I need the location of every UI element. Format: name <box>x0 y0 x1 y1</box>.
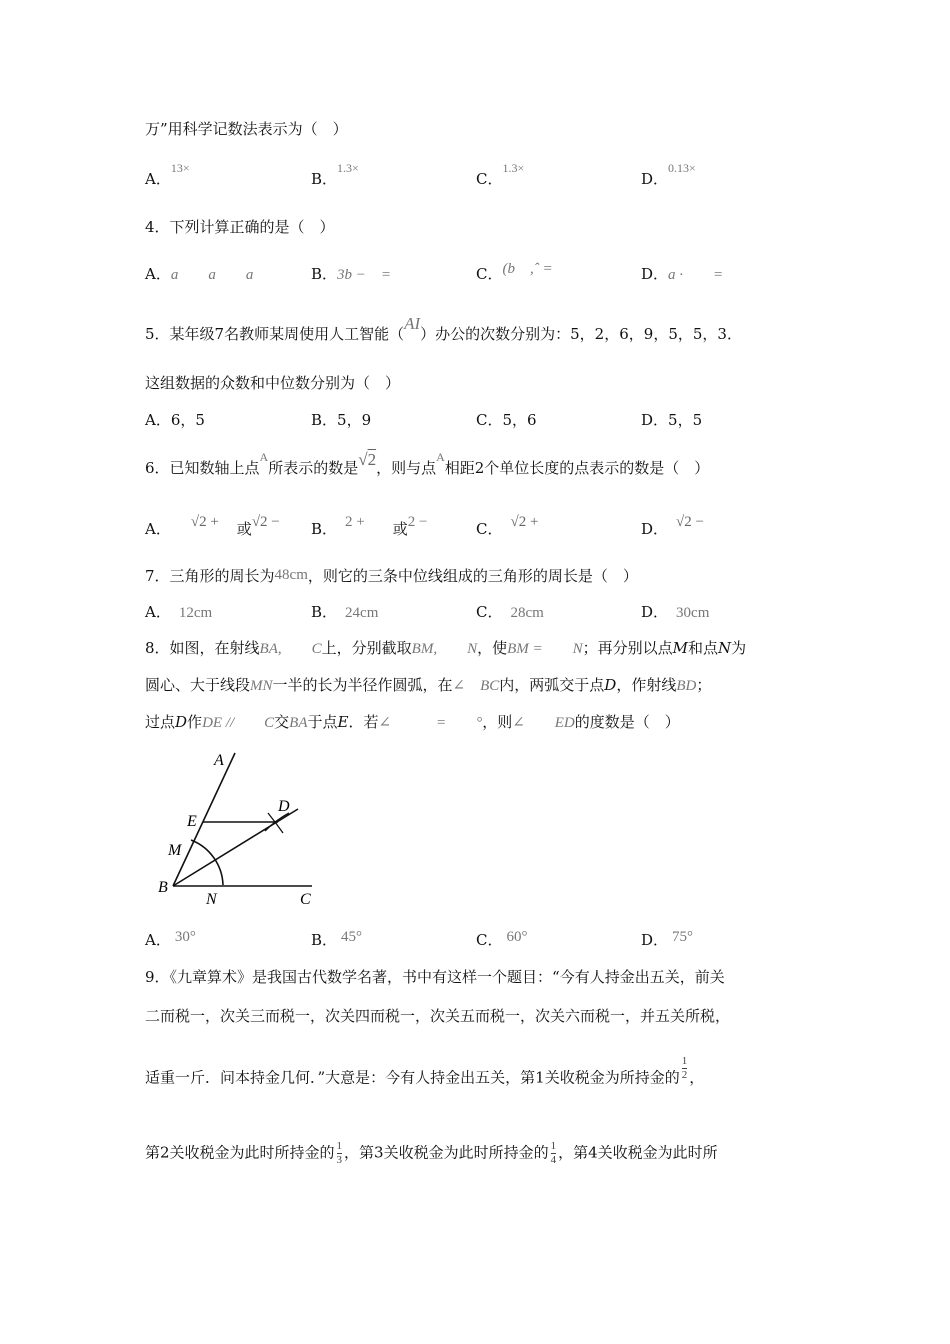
point-m: M <box>672 639 689 657</box>
q8-text: ，作射线 <box>616 676 677 694</box>
option-letter: B． <box>311 265 338 283</box>
q5-stem <box>145 314 742 344</box>
option-letter: B． <box>311 411 338 429</box>
q8-text: 内，两弧交于点 <box>499 676 605 694</box>
q8-math: DE // C <box>202 715 275 731</box>
q9-text: ， <box>689 1068 705 1087</box>
q8-text: 上，分别截取 <box>321 639 412 657</box>
label-m: M <box>168 842 182 859</box>
q8-option-b[interactable] <box>311 929 362 950</box>
q3-option-a[interactable] <box>145 161 190 189</box>
q8-math: ∠ BC <box>452 678 500 694</box>
or-label: 或 <box>236 520 252 538</box>
q8-text: 圆心、大于线段 <box>145 676 251 694</box>
option-math-1: √2 + <box>190 514 219 530</box>
option-text: 28cm <box>510 605 544 621</box>
option-math: 13× <box>170 161 190 175</box>
q8-text: 作 <box>187 713 203 731</box>
q9-line1: 9．《九章算术》是我国古代数学名著，书中有这样一个题目：“今有人持金出五关，前关 <box>145 968 725 986</box>
q5-option-c[interactable] <box>476 409 537 430</box>
point-d: D <box>604 676 617 694</box>
q7-text-pre: 7．三角形的周长为 <box>145 567 275 585</box>
option-text: 5，9 <box>337 411 372 429</box>
option-math-1: 2 + <box>345 514 365 530</box>
q8-stem-line2 <box>145 674 711 695</box>
q5-option-a[interactable] <box>145 409 205 430</box>
q7-option-d[interactable] <box>641 601 709 622</box>
option-text: 30cm <box>676 605 710 621</box>
option-letter: C． <box>476 265 503 283</box>
q7-perimeter: 48cm <box>274 567 308 583</box>
option-letter: B． <box>311 520 338 538</box>
q9-text: 第2关收税金为此时所持金的 <box>145 1143 335 1162</box>
option-letter: C． <box>476 411 503 429</box>
option-math: √2 − <box>676 514 704 530</box>
q8-text: 为 <box>731 639 747 657</box>
q5-option-b[interactable] <box>311 409 371 430</box>
option-math: 3b − = <box>337 267 392 283</box>
q4-option-a[interactable] <box>145 263 253 284</box>
q8-text: 交 <box>274 713 290 731</box>
option-text: 24cm <box>345 605 379 621</box>
q5-ai: AI <box>404 314 421 333</box>
option-math: (b ,ˆ = <box>502 261 553 277</box>
option-text: 12cm <box>178 605 213 621</box>
geometry-figure <box>140 745 340 915</box>
sqrt-2: √2 <box>358 450 377 469</box>
option-text: 75° <box>672 929 694 945</box>
q8-math: MN <box>250 678 273 694</box>
q7-option-c[interactable] <box>476 601 544 622</box>
q6-option-a[interactable] <box>145 514 280 539</box>
option-math: 1.3× <box>502 161 525 175</box>
q5-text-post: ）办公的次数分别为：5，2，6，9，5，5，3． <box>420 325 742 343</box>
label-b: B <box>158 879 168 896</box>
option-letter: D． <box>641 265 669 283</box>
point-n: N <box>718 639 732 657</box>
q7-option-b[interactable] <box>311 601 378 622</box>
option-letter: D． <box>641 931 669 949</box>
q3-stem: 万”用科学记数法表示为（ ） <box>145 120 348 138</box>
q9-text: ，第3关收税金为此时所持金的 <box>344 1143 549 1162</box>
option-text: 5，5 <box>668 411 703 429</box>
q6-text-4: 相距2个单位长度的点表示的数是（ ） <box>444 459 710 477</box>
q8-math: BM = N <box>507 641 583 657</box>
q8-text: 过点 <box>145 713 176 731</box>
q7-option-a[interactable] <box>145 601 212 622</box>
point-a-label: A <box>259 450 269 464</box>
option-letter: A． <box>145 603 171 621</box>
option-letter: B． <box>311 603 338 621</box>
q8-stem-line3 <box>145 711 680 732</box>
q8-text: ，使 <box>477 639 508 657</box>
option-math: a · = <box>668 267 724 283</box>
q8-option-a[interactable] <box>145 929 196 950</box>
option-letter: C． <box>476 520 503 538</box>
q4-option-d[interactable] <box>641 263 723 284</box>
q8-text: 的度数是（ ） <box>574 713 680 731</box>
option-letter: A． <box>145 520 171 538</box>
option-letter: A． <box>145 265 171 283</box>
option-letter: A． <box>145 170 171 188</box>
q8-option-d[interactable] <box>641 929 693 950</box>
q3-option-d[interactable] <box>641 161 696 189</box>
q9-line3 <box>145 1055 705 1092</box>
option-math-2: √2 − <box>251 514 280 530</box>
label-n: N <box>206 891 217 908</box>
q4-stem: 4．下列计算正确的是（ ） <box>145 218 335 236</box>
q8-text: 于点 <box>307 713 338 731</box>
q6-text-2: 所表示的数是 <box>268 459 359 477</box>
q8-stem-line1 <box>145 637 746 658</box>
option-letter: A． <box>145 931 171 949</box>
arc-mark-1 <box>268 813 283 833</box>
q8-math: BA <box>289 715 308 731</box>
q8-math: ∠ = ° <box>378 715 483 731</box>
q9-line4 <box>145 1140 718 1167</box>
label-a: A <box>214 752 224 769</box>
q8-text: 8．如图，在射线 <box>145 639 260 657</box>
q5-text-pre: 5．某年级7名教师某周使用人工智能（ <box>145 325 405 343</box>
q8-text: ，则 <box>482 713 513 731</box>
q8-text: ；再分别以点 <box>582 639 673 657</box>
q8-math: BM, N <box>411 641 478 657</box>
option-text: 5，6 <box>502 411 537 429</box>
option-text: 6，5 <box>170 411 205 429</box>
option-math-2: 2 − <box>407 514 428 530</box>
q8-math: BD <box>676 678 697 694</box>
q6-option-d[interactable] <box>641 514 704 539</box>
q7-text-post: ，则它的三条中位线组成的三角形的周长是（ ） <box>307 567 638 585</box>
option-letter: A． <box>145 411 171 429</box>
q5-stem-line2: 这组数据的众数和中位数分别为（ ） <box>145 374 401 392</box>
q5-option-d[interactable] <box>641 409 702 430</box>
option-letter: C． <box>476 603 503 621</box>
option-math: 0.13× <box>668 161 696 175</box>
q6-text-3: ，则与点 <box>376 459 437 477</box>
point-a-label-2: A <box>436 450 445 464</box>
option-math: 1.3× <box>337 161 359 175</box>
q3-option-b[interactable] <box>311 161 359 189</box>
q6-stem <box>145 450 710 478</box>
fraction-1-2: $\frac{1}{2}$ <box>681 1055 688 1081</box>
q8-math: ∠ ED <box>512 715 575 731</box>
label-e: E <box>187 813 197 830</box>
option-letter: D． <box>641 411 669 429</box>
fraction-1-3: $\frac{1}{3}$ <box>336 1140 343 1166</box>
q8-math: BA, C <box>259 641 322 657</box>
fraction-1-4: $\frac{1}{4}$ <box>550 1140 557 1166</box>
option-text: 60° <box>506 929 528 945</box>
option-letter: D． <box>641 170 669 188</box>
q4-option-b[interactable] <box>311 263 391 284</box>
q6-text-1: 6．已知数轴上点 <box>145 459 260 477</box>
option-text: 30° <box>174 929 196 945</box>
q9-line2: 二而税一，次关三而税一，次关四而税一，次关五而税一，次关六而税一，并五关所税， <box>145 1007 731 1025</box>
q3-option-c[interactable] <box>476 161 525 189</box>
arc-mn <box>191 840 223 885</box>
label-d: D <box>278 798 290 815</box>
q8-text: 一半的长为半径作圆弧，在 <box>272 676 453 694</box>
option-letter: D． <box>641 520 669 538</box>
q8-text: ； <box>696 676 712 694</box>
q6-option-c[interactable] <box>476 514 539 539</box>
label-c: C <box>300 891 311 908</box>
option-letter: B． <box>311 931 338 949</box>
q9-text: 适重一斤．问本持金几何．”大意是：今有人持金出五关，第1关收税金为所持金的 <box>145 1068 680 1087</box>
option-letter: B． <box>311 170 338 188</box>
option-letter: C． <box>476 170 503 188</box>
option-letter: C． <box>476 931 503 949</box>
q4-option-c[interactable] <box>476 263 553 284</box>
option-math: a a a <box>170 267 254 283</box>
point-e: E <box>337 713 349 731</box>
q8-text: 和点 <box>688 639 719 657</box>
q7-stem <box>145 565 638 586</box>
or-label: 或 <box>392 520 408 538</box>
q9-text: ，第4关收税金为此时所 <box>558 1143 718 1162</box>
q6-option-b[interactable] <box>311 514 428 539</box>
option-letter: D． <box>641 603 669 621</box>
q8-option-c[interactable] <box>476 929 527 950</box>
q8-text: ．若 <box>348 713 379 731</box>
point-d: D <box>175 713 188 731</box>
option-math: √2 + <box>510 514 539 530</box>
option-text: 45° <box>341 929 363 945</box>
